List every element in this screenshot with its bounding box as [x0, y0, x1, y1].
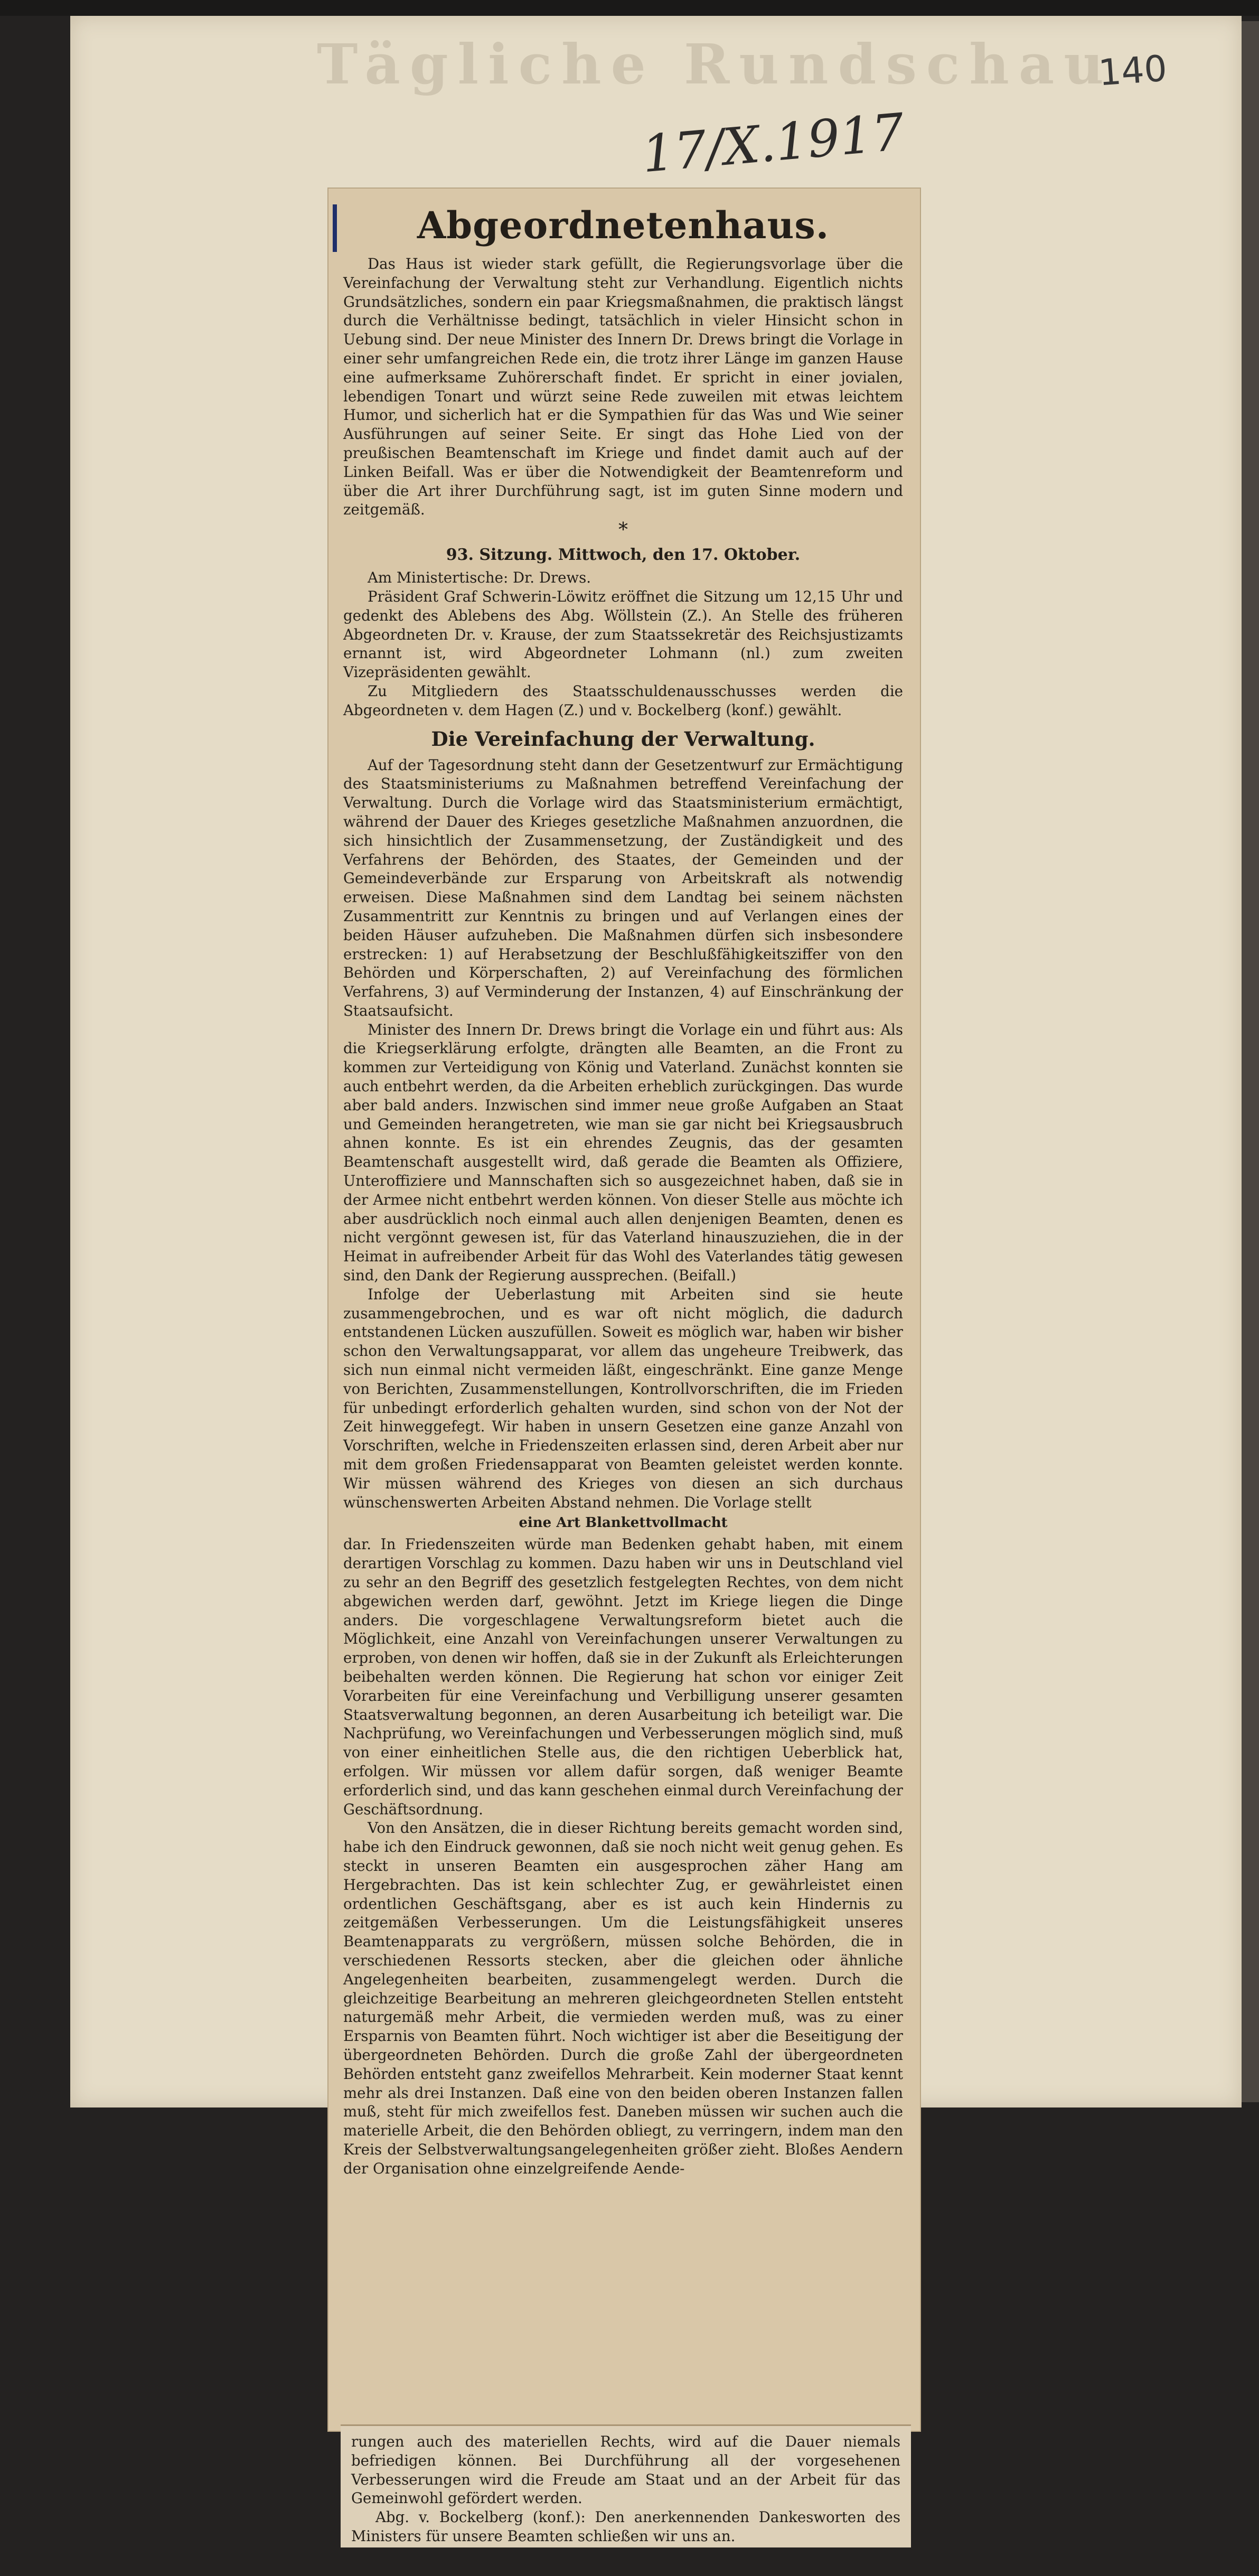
- article-column: [343, 197, 903, 2178]
- ink-margin-mark: [333, 204, 337, 252]
- newspaper-masthead: Tägliche Rundschau: [317, 32, 1113, 97]
- body-paragraph: Minister des Innern Dr. Drews bringt die Vorlage ein und führt aus: Als die Kriegserklärung erfolgte, drängten alle Beamten, an die Front zu kommen zur Verteidigung von König und Vaterland. Zunächst konnten sie auch entbehrt werden, da die Arbeiten erheblich zurückgingen. Das wurde aber bald anders. Inzwischen sind immer neue große Aufgaben an Staat und Gemeinden herangetreten, wie man sie gar nicht bei Kriegsausbruch ahnen konnte. Es ist ein ehrendes Zeugnis, das der gesamten Beamtenschaft ausgestellt wird, daß gerade die Beamten als Offiziere, Unteroffiziere und Mannschaften sich so ausgezeichnet haben, daß sie in der Armee nicht entbehrt werden können. Von dieser Stelle aus möchte ich aber ausdrücklich noch einmal auch allen denjenigen Beamten, denen es nicht vergönnt gewesen ist, für das Vaterland hinauszuziehen, die in der Heimat in aufreibender Arbeit für das Wohl des Vaterlandes tätig gewesen sind, den Dank der Regierung aussprechen. (Beifall.): [343, 1020, 903, 1285]
- continuation-paragraph: rungen auch des materiellen Rechts, wird auf die Dauer niemals befriedigen können. Bei Durchführung all der vorgesehenen Verbesserungen wird die Freude am Staat und an der Arbeit für das Gemeinwohl gefördert werden.: [351, 2433, 900, 2507]
- body-paragraph: Infolge der Ueberlastung mit Arbeiten sind sie heute zusammengebrochen, und es war oft nicht möglich, die dadurch entstandenen Lücken auszufüllen. Soweit es möglich war, haben wir bisher schon den Verwaltungsapparat, vor allem das ungeheure Treibwerk, das sich nun einmal nicht vermeiden läßt, eingeschränkt. Eine ganze Menge von Berichten, Zusammenstellungen, Kontrollvorschriften, die im Frieden für unbedingt erforderlich gehalten wurden, sind schon von der Not der Zeit hinweggefegt. Wir haben in unsern Gesetzen eine ganze Anzahl von Vorschriften, welche in Friedenszeiten erlassen sind, deren Arbeit aber nur mit dem großen Friedensapparat von Beamten geleistet werden konnte. Wir müssen während des Krieges von diesen an sich durchaus wünschenswerten Arbeiten Abstand nehmen. Die Vorlage stellt: [343, 1285, 903, 1511]
- article-title: Abgeordnetenhaus.: [417, 203, 830, 247]
- newspaper-clipping: [327, 188, 921, 2432]
- body-paragraph: dar. In Friedenszeiten würde man Bedenken gehabt haben, mit einem derartigen Vorschlag zu kommen. Dazu haben wir uns in Deutschland viel zu sehr an den Begriff des gesetzlich festgelegten Rechtes, von dem nicht abgewichen werden darf, gewöhnt. Jetzt im Kriege liegen die Dinge anders. Die vorgeschlagene Verwaltungsreform bietet auch die Möglichkeit, eine Anzahl von Vereinfachungen unserer Verwaltungen zu erproben, von denen wir hoffen, daß sie in der Zukunft als Erleichterungen beibehalten werden können. Die Regierung hat schon vor einiger Zeit Vorarbeiten für eine Vereinfachung und Verbilligung unserer gesamten Staatsverwaltung begonnen, an deren Ausarbeitung ich beteiligt war. Die Nachprüfung, wo Vereinfachungen und Verbesserungen möglich sind, muß von einer einheitlichen Stelle aus, die den richtigen Ueberblick hat, erfolgen. Wir müssen vor allem dafür sorgen, daß weniger Beamte erforderlich sind, und das kann geschehen einmal durch Vereinfachung der Geschäftsordnung.: [343, 1535, 903, 1818]
- subheading: eine Art Blankettvollmacht: [519, 1515, 728, 1531]
- session-paragraph: Zu Mitgliedern des Staatsschuldenausschusses werden die Abgeordneten v. dem Hagen (Z.) und v. Bockelberg (konf.) gewählt.: [343, 682, 903, 719]
- session-paragraph: Am Ministertische: Dr. Drews.: [368, 569, 591, 587]
- page-number: 140: [1097, 48, 1169, 95]
- continuation-column: [351, 2432, 900, 2546]
- handwritten-date: 17/X.1917: [640, 102, 907, 184]
- scan-border: [0, 0, 1259, 16]
- body-paragraph: Von den Ansätzen, die in dieser Richtung bereits gemacht worden sind, habe ich den Eindruck gewonnen, daß sie noch nicht weit genug gehen. Es steckt in unseren Beamten ein ausgesprochen zäher Hang am Hergebrachten. Das ist kein schlechter Zug, er gewährleistet einen ordentlichen Geschäftsgang, aber es ist auch kein Hindernis zu zeitgemäßen Verbesserungen. Um die Leistungsfähigkeit unseres Beamtenapparats zu vergrößern, müssen solche Behörden, die in verschiedenen Ressorts stecken, aber die gleichen oder ähnliche Angelegenheiten bearbeiten, zusammengelegt werden. Durch die gleichzeitige Bearbeitung an mehreren gleichgeordneten Stellen entsteht naturgemäß mehr Arbeit, die vermieden werden muß, was zu einer Ersparnis von Beamten führt. Noch wichtiger ist aber die Beseitigung der übergeordneten Behörden. Durch die große Zahl der übergeordneten Behörden entsteht ganz zweifellos Mehrarbeit. Kein moderner Staat kennt mehr als drei Instanzen. Daß eine von den beiden oberen Instanzen fallen muß, steht für mich zweifellos fest. Daneben müssen wir suchen auch die materielle Arbeit, die den Behörden obliegt, zu verringern, indem man den Kreis der Selbstverwaltungsangelegenheiten größer zieht. Bloßes Aendern der Organisation ohne einzelgreifende Aende-: [343, 1819, 903, 2177]
- section-divider: *: [618, 519, 628, 541]
- article-intro: Das Haus ist wieder stark gefüllt, die Regierungsvorlage über die Vereinfachung der Verwaltung steht zur Verhandlung. Eigentlich nichts Grundsätzliches, sondern ein paar Kriegsmaßnahmen, die praktisch längst durch die Verhältnisse bedingt, tatsächlich in vieler Hinsicht schon in Uebung sind. Der neue Minister des Innern Dr. Drews bringt die Vorlage in einer sehr umfangreichen Rede ein, die trotz ihrer Länge im ganzen Hause eine aufmerksame Zuhörerschaft findet. Er spricht in einer jovialen, lebendigen Tonart und würzt seine Rede zuweilen mit etwas leichtem Humor, und sicherlich hat er die Sympathien für das Was und Wie seiner Ausführungen auf seiner Seite. Er singt das Hohe Lied von der preußischen Beamtenschaft im Kriege und findet damit auch auf der Linken Beifall. Was er über die Notwendigkeit der Beamtenreform und über die Art ihrer Durchführung sagt, ist im guten Sinne modern und zeitgemäß.: [343, 255, 903, 519]
- clipping-continuation: [341, 2424, 911, 2547]
- session-heading: 93. Sitzung. Mittwoch, den 17. Oktober.: [446, 546, 801, 565]
- body-paragraph: Auf der Tagesordnung steht dann der Gesetzentwurf zur Ermächtigung des Staatsministeriums zu Maßnahmen betreffend Vereinfachung der Verwaltung. Durch die Vorlage wird das Staatsministerium ermächtigt, während der Dauer des Krieges gesetzliche Maßnahmen anzuordnen, die sich hinsichtlich der Zusammensetzung, der Zuständigkeit und des Verfahrens der Behörden, des Staates, der Gemeinden und der Gemeindeverbände zur Ersparung von Arbeitskraft als notwendig erweisen. Diese Maßnahmen sind dem Landtag bei seinem nächsten Zusammentritt zur Kenntnis zu bringen und auf Verlangen eines der beiden Häuser aufzuheben. Die Maßnahmen dürfen sich insbesondere erstrecken: 1) auf Herabsetzung der Beschlußfähigkeitsziffer von den Behörden und Körperschaften, 2) auf Vereinfachung des förmlichen Verfahrens, 3) auf Verminderung der Instanzen, 4) auf Einschränkung der Staatsaufsicht.: [343, 756, 903, 1019]
- continuation-paragraph: Abg. v. Bockelberg (konf.): Den anerkennenden Dankesworten des Ministers für unsere Beamten schließen wir uns an.: [351, 2508, 900, 2545]
- section-heading: Die Vereinfachung der Verwaltung.: [431, 727, 815, 751]
- session-paragraph: Präsident Graf Schwerin-Löwitz eröffnet die Sitzung um 12,15 Uhr und gedenkt des Ablebens des Abg. Wöllstein (Z.). An Stelle des früheren Abgeordneten Dr. v. Krause, der zum Staatssekretär des Reichsjustizamts ernannt ist, wird Abgeordneter Lohmann (nl.) zum zweiten Vizepräsidenten gewählt.: [343, 587, 903, 681]
